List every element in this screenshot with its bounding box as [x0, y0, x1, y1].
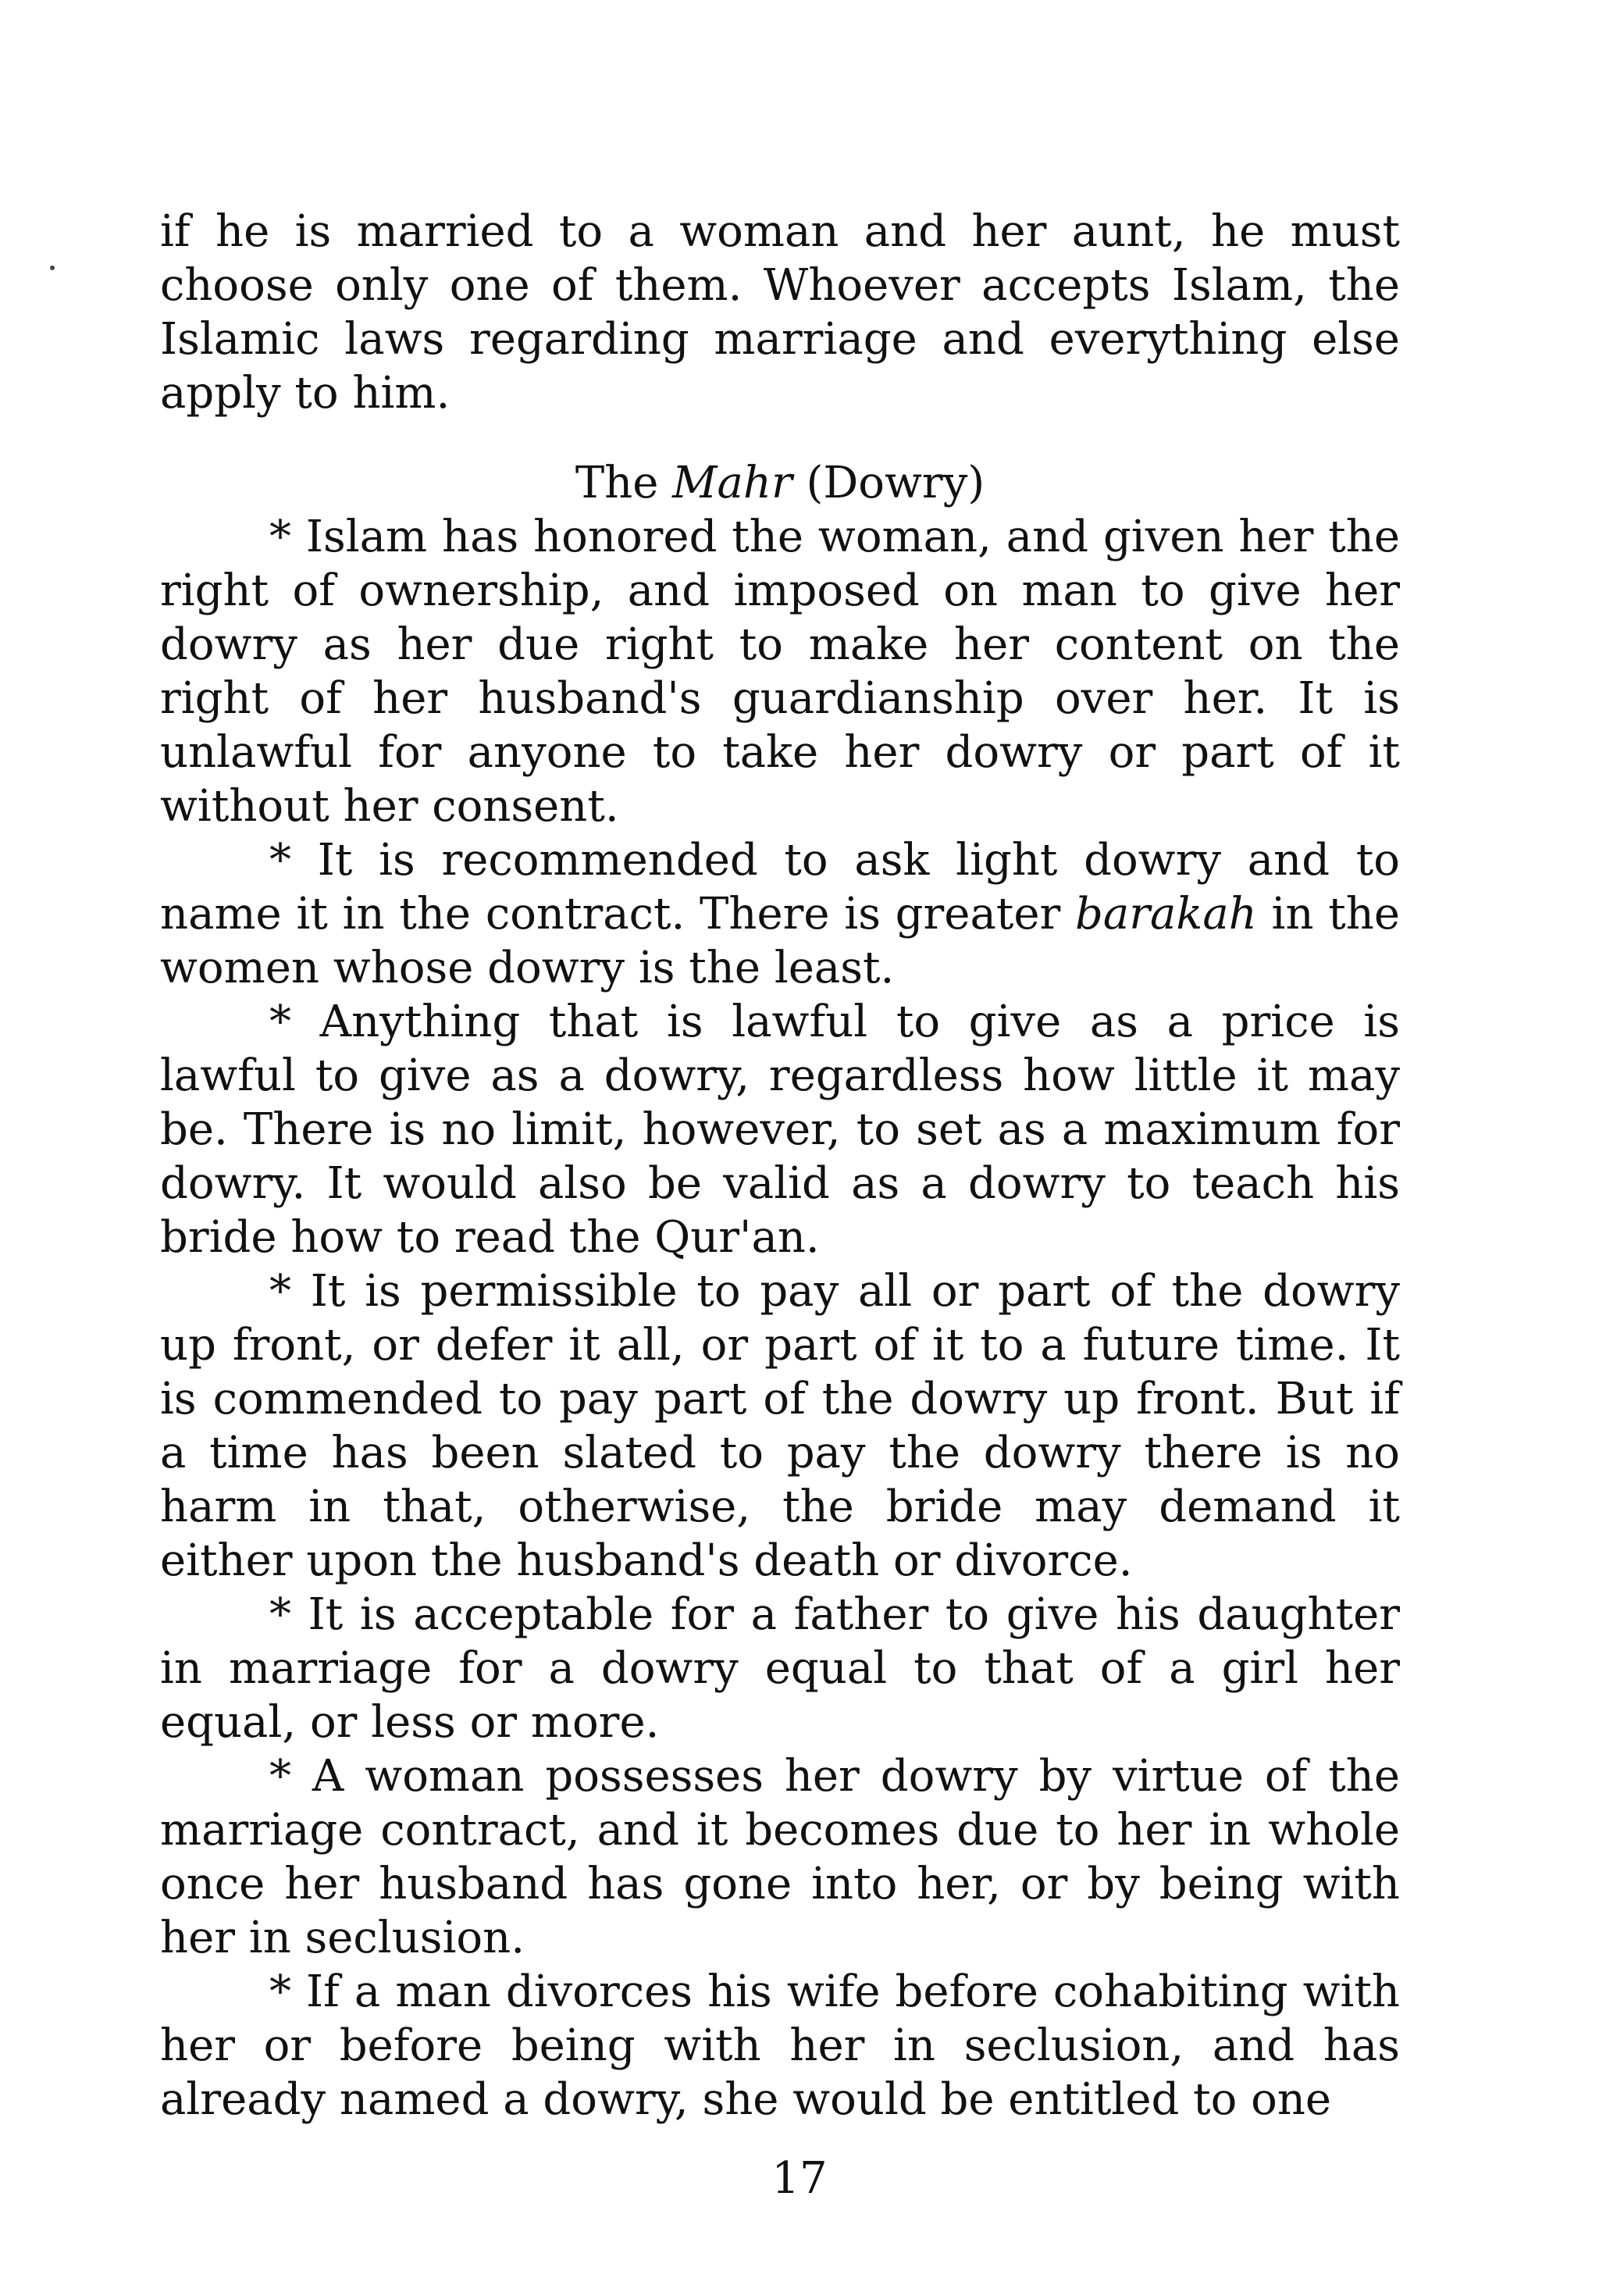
document-page — [160, 205, 1400, 2127]
paragraph-light-dowry-after: in the women whose dowry is the least. — [160, 889, 1400, 993]
paragraph-father-marriage: * It is acceptable for a father to give his daughter in marriage for a dowry equal to that of a girl her equal, or less or more. — [160, 1589, 1400, 1748]
paragraph-possession: * A woman possesses her dowry by virtue of the marriage contract, and it becomes due to her in whole once her husband has gone into her, or by being with her in seclusion. — [160, 1751, 1400, 1963]
page-number: 17 — [771, 2153, 828, 2204]
paragraph-ownership: * Islam has honored the woman, and given her the right of ownership, and imposed on man to give her dowry as her due right to make her content on the right of her husband's guardianship over her. It is unlawful for anyone to take her dowry or part of it without her consent. — [160, 512, 1400, 832]
paragraph-divorce: * If a man divorces his wife before cohabiting with her or before being with her in seclusion, and has already named a dowry, she would be entitled to one — [160, 1966, 1400, 2125]
intro-paragraph: if he is married to a woman and her aunt, he must choose only one of them. Whoever accepts Islam, the Islamic laws regarding marriage and everything else apply to him. — [160, 206, 1400, 419]
heading-prefix: The — [575, 458, 673, 508]
scan-speck — [50, 266, 55, 270]
paragraph-light-dowry-before: * It is recommended to ask light dowry and to name it in the contract. There is greater — [160, 835, 1400, 939]
paragraph-lawful-price: * Anything that is lawful to give as a price is lawful to give as a dowry, regardless how little it may be. There is no limit, however, to set as a maximum for dowry. It would also be valid as a dowry to teach his bride how to read the Qur'an. — [160, 996, 1400, 1263]
section-heading — [160, 456, 1400, 510]
barakah-term: barakah — [1075, 889, 1257, 939]
heading-suffix: (Dowry) — [792, 458, 985, 508]
heading-term: Mahr — [672, 458, 792, 508]
paragraph-payment-timing: * It is permissible to pay all or part of the dowry up front, or defer it all, or part of it to a future time. It is commended to pay part of the dowry up front. But if a time has been slated to pay the dowry there is no harm in that, otherwise, the bride may demand it either upon the husband's death or divorce. — [160, 1266, 1400, 1586]
paragraph-light-dowry — [160, 833, 1400, 995]
